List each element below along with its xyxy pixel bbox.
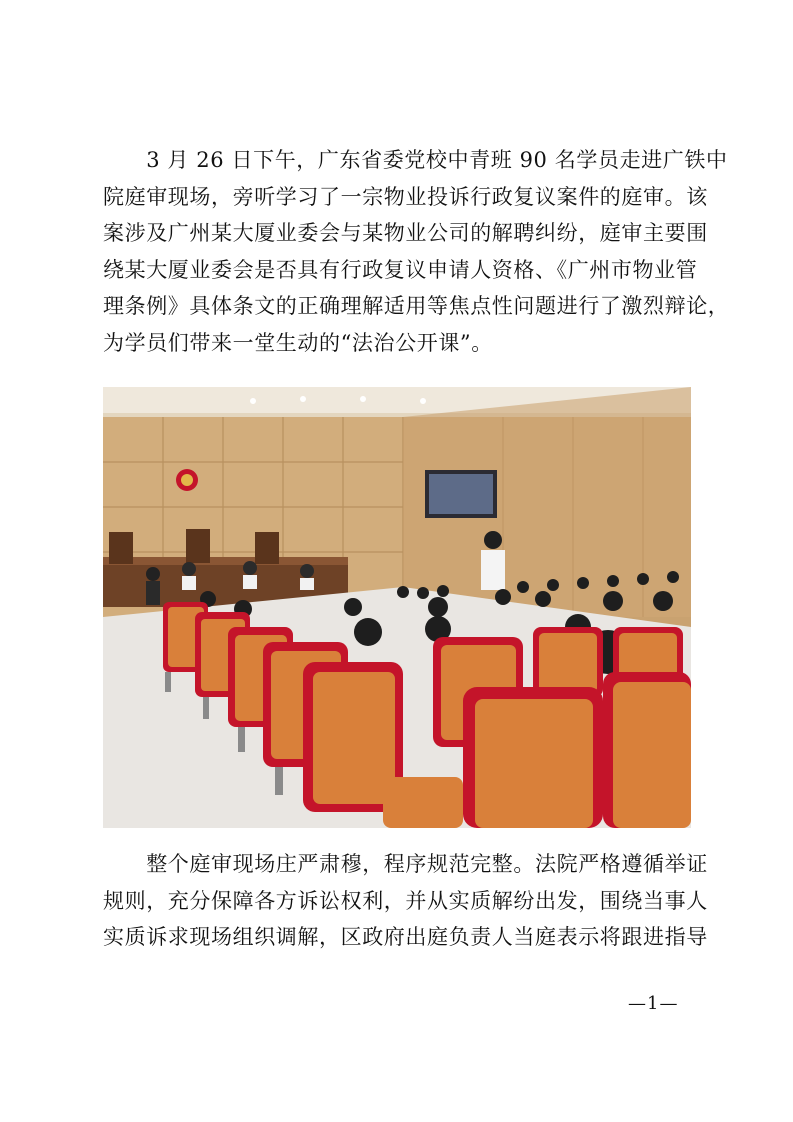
text-line: 3 月 26 日下午，广东省委党校中青班 90 名学员走进广铁中: [103, 148, 728, 172]
text-line: 绕某大厦业委会是否具有行政复议申请人资格、《广州市物业管: [103, 257, 698, 282]
paragraph-2: [103, 846, 708, 956]
text-line: 整个庭审现场庄严肃穆，程序规范完整。法院严格遵循举证: [103, 852, 708, 876]
text-line: 为学员们带来一堂生动的“法治公开课”。: [103, 330, 493, 355]
text-line: 规则，充分保障各方诉讼权利，并从实质解纷出发，围绕当事人: [103, 888, 708, 913]
courtroom-photo: [103, 387, 691, 828]
text-line: 案涉及广州某大厦业委会与某物业公司的解聘纠纷，庭审主要围: [103, 221, 708, 245]
courtroom-illustration: [103, 387, 691, 828]
page-number: —1—: [628, 993, 679, 1014]
text-line: 实质诉求现场组织调解，区政府出庭负责人当庭表示将跟进指导: [103, 925, 708, 949]
text-line: 院庭审现场，旁听学习了一宗物业投诉行政复议案件的庭审。该: [103, 184, 708, 209]
text-line: 理条例》具体条文的正确理解适用等焦点性问题进行了激烈辩论，: [103, 294, 730, 318]
paragraph-1: [103, 142, 730, 361]
